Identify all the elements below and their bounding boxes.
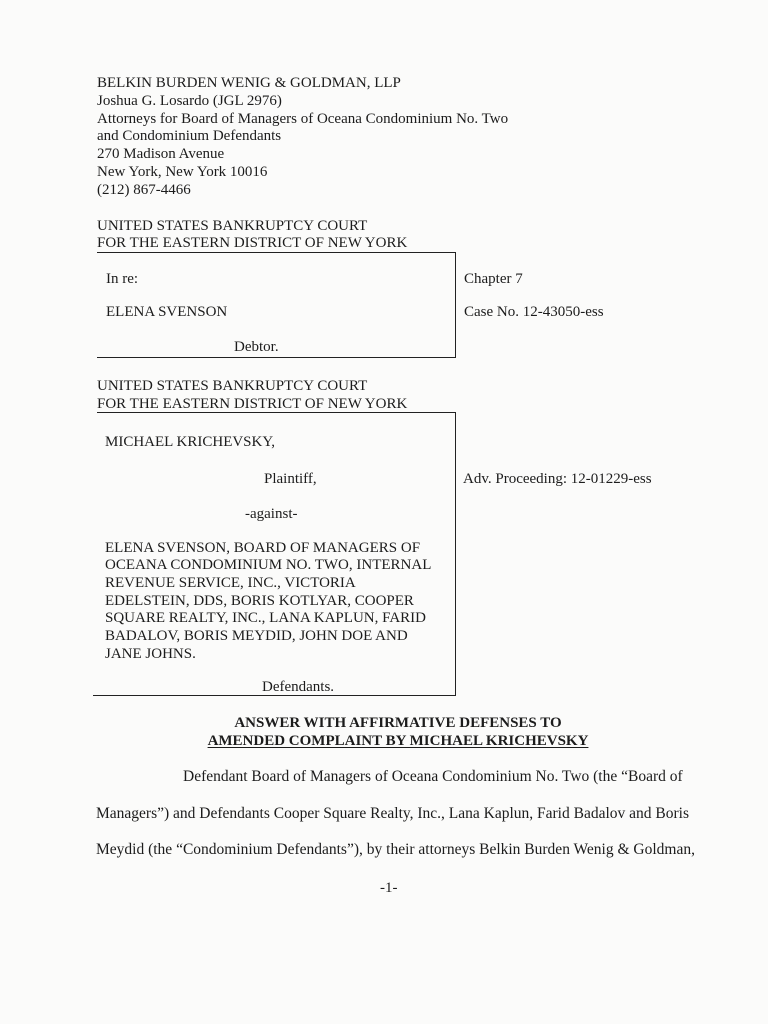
defendants-line: REVENUE SERVICE, INC., VICTORIA: [105, 575, 356, 591]
defendants-line: JANE JOHNS.: [105, 646, 196, 662]
adv-proceeding-number: Adv. Proceeding: 12-01229-ess: [463, 471, 652, 487]
body-line1: Defendant Board of Managers of Oceana Condominium No. Two (the “Board of: [183, 768, 683, 785]
court-name-line2-adv: FOR THE EASTERN DISTRICT OF NEW YORK: [97, 396, 408, 412]
defendants-line: ELENA SVENSON, BOARD OF MANAGERS OF: [105, 540, 421, 556]
heading-line2: AMENDED COMPLAINT BY MICHAEL KRICHEVSKY: [207, 733, 589, 749]
defendants-label: Defendants.: [262, 679, 335, 695]
caption-top-rule: [97, 252, 456, 253]
defendants-line: OCEANA CONDOMINIUM NO. TWO, INTERNAL: [105, 557, 432, 573]
defendants-line: EDELSTEIN, DDS, BORIS KOTLYAR, COOPER: [105, 593, 414, 609]
adv-caption-divider: [455, 412, 456, 696]
address-line1: 270 Madison Avenue: [97, 146, 225, 162]
court-name-line1-adv: UNITED STATES BANKRUPTCY COURT: [97, 378, 368, 394]
attorney-name: Joshua G. Losardo (JGL 2976): [97, 93, 282, 109]
plaintiff-label: Plaintiff,: [264, 471, 317, 487]
debtor-label: Debtor.: [234, 339, 279, 355]
court-name-line1: UNITED STATES BANKRUPTCY COURT: [97, 218, 368, 234]
caption-divider: [455, 252, 456, 358]
court-name-line2: FOR THE EASTERN DISTRICT OF NEW YORK: [97, 235, 408, 251]
case-number: Case No. 12-43050-ess: [464, 304, 604, 320]
chapter-label: Chapter 7: [464, 271, 523, 287]
body-line2: Managers”) and Defendants Cooper Square Realty, Inc., Lana Kaplun, Farid Badalov and Boris: [96, 805, 689, 822]
plaintiff-name: MICHAEL KRICHEVSKY,: [105, 434, 276, 450]
page-number: -1-: [380, 880, 398, 896]
heading-line1: ANSWER WITH AFFIRMATIVE DEFENSES TO: [234, 715, 562, 731]
defendants-line: SQUARE REALTY, INC., LANA KAPLUN, FARID: [105, 610, 426, 626]
in-re-label: In re:: [106, 271, 139, 287]
caption-bottom-rule: [97, 357, 456, 358]
debtor-name: ELENA SVENSON: [106, 304, 228, 320]
phone-number: (212) 867-4466: [97, 182, 191, 198]
attorneys-for-line1: Attorneys for Board of Managers of Oceana Condominium No. Two: [97, 111, 509, 127]
against-label: -against-: [245, 506, 298, 522]
firm-name: BELKIN BURDEN WENIG & GOLDMAN, LLP: [97, 75, 401, 91]
address-line2: New York, New York 10016: [97, 164, 268, 180]
attorneys-for-line2: and Condominium Defendants: [97, 128, 282, 144]
body-line3: Meydid (the “Condominium Defendants”), by their attorneys Belkin Burden Wenig & Goldman,: [96, 841, 695, 858]
defendants-line: BADALOV, BORIS MEYDID, JOHN DOE AND: [105, 628, 408, 644]
adv-caption-top-rule: [97, 412, 456, 413]
